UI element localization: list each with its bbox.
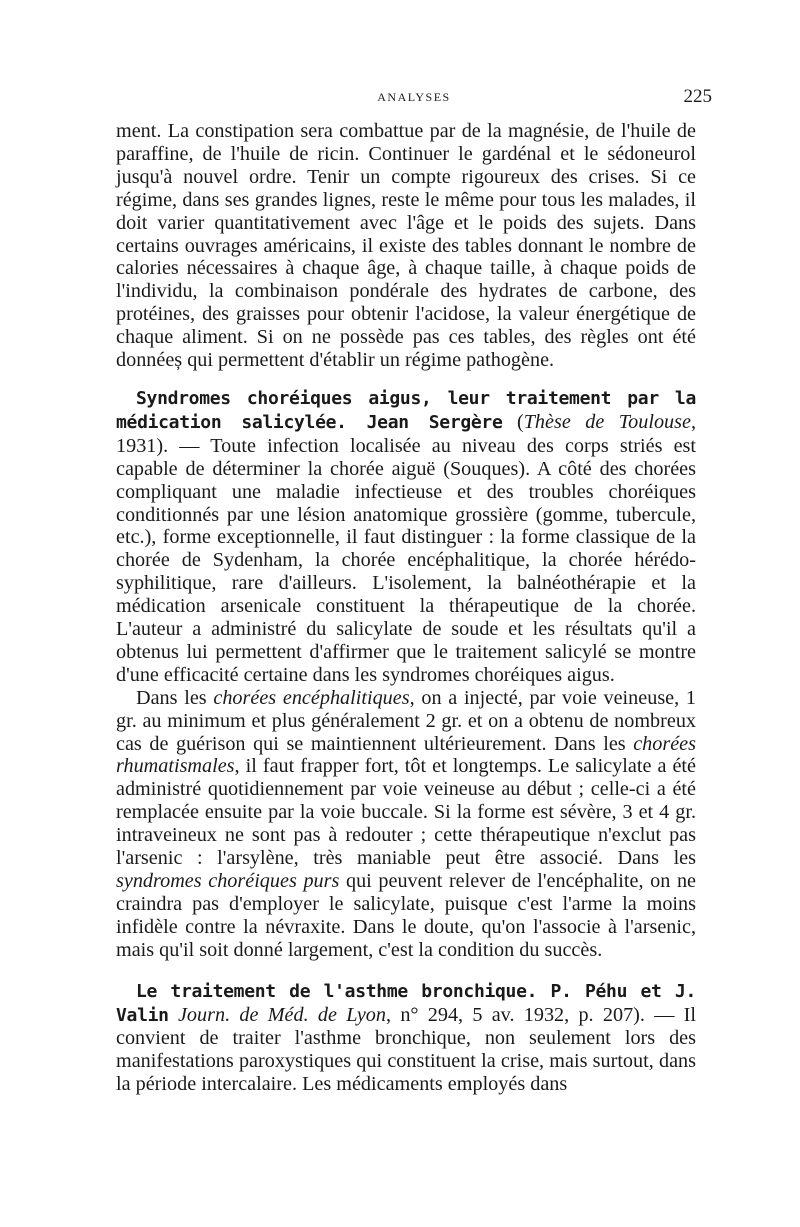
italic-term: chorées encéphalitiques bbox=[213, 686, 410, 709]
text-run: qui peuvent relever de l'encéphalite, on ne craindra pas d'employer le salicylate, puisque c'est l'arme la moins infidèle contre la névraxite. Dans le doute, qu'on l'associe à l'arsenic, mais qu'il soit donné largement, c'est la condition du succès. bbox=[116, 870, 696, 961]
body-text bbox=[116, 120, 696, 1096]
reference-rest: , n° 294, 5 av. 1932, p. 207). bbox=[386, 1003, 645, 1026]
text-run: , il faut frapper fort, tôt et longtemps. Le salicylate a été administré quotidiennement par voie veineuse au début ; celle-ci a été remplacée ensuite par la voie buccale. Si la forme est sévère, 3 et 4 gr. intraveineux ne sont pas à redouter ; cette thérapeutique n'exclut pas l'arsenic : l'arsylène, très maniable peut être associé. Dans les bbox=[116, 755, 696, 870]
text-run: , on a injecté, par voie veineuse, 1 gr. au minimum et plus généralement 2 gr. et on a obtenu de nombreux cas de guérison qui se maintiennent ultérieurement. Dans les bbox=[116, 686, 696, 755]
running-title: ANALYSES bbox=[377, 90, 451, 104]
reference-source: Thèse de Toulouse bbox=[523, 410, 691, 433]
article-text: — Toute infection localisée au niveau des corps striés est capable de déterminer la chorée aiguë (Souques). A côté des chorées compliquant une maladie infectieuse et des troubles choréiques conditionnés par une lésion anatomique grossière (gomme, tubercule, etc.), forme exceptionnelle, il faut distinguer : la forme classique de la chorée de Sydenham, la chorée encéphalitique, la chorée hérédo-syphilitique, rare d'ailleurs. L'isolement, la balnéothérapie et la médication arsenicale constituent la thérapeutique de la chorée. L'auteur a administré du salicylate de soude et les résultats qu'il a obtenus lui permettent d'affirmer que le traitement salicylé se montre d'une efficacité certaine dans les syndromes choréiques aigus. bbox=[116, 434, 696, 686]
article-title: Le traitement de l'asthme bronchique. P. Péhu et J. Valin bbox=[116, 980, 696, 1026]
article-text: — Il convient de traiter l'asthme bronchique, non seulement lors des manifestations paroxystiques qui constituent la crise, mais surtout, dans la période intercalaire. Les médicaments employés dans bbox=[116, 1003, 696, 1096]
italic-term: syndromes choréiques purs bbox=[116, 870, 340, 892]
running-head bbox=[116, 86, 712, 110]
reference-close: , 1931). bbox=[116, 410, 696, 457]
article-syndromes-choreiques bbox=[116, 387, 696, 687]
journal-name: Journ. de Méd. de Lyon bbox=[177, 1003, 386, 1026]
italic-term: chorées rhumatismales bbox=[116, 732, 696, 778]
article-title: Syndromes choréiques aigus, leur traitement par la médication salicylée. Jean Sergère bbox=[116, 387, 696, 433]
paragraph-continuation: ment. La constipation sera combattue par de la magnésie, de l'huile de paraffine, de l'huile de ricin. Continuer le gardénal et le sédoneurol jusqu'à nouvel ordre. Tenir un compte rigoureux des crises. Si ce régime, dans ses grandes lignes, reste le même pour tous les malades, il doit varier quantitativement avec l'âge et le poids des sujets. Dans certains ouvrages américains, il existe des tables donnant le nombre de calories nécessaires à chaque âge, à chaque taille, à chaque poids de l'individu, la combinaison pondérale des hydrates de carbone, des protéines, des graisses pour obtenir l'acidose, la valeur énergétique de chaque aliment. Si on ne possède pas ces tables, des règles ont été donnéeș qui permettent d'établir un régime pathogène. bbox=[116, 120, 696, 372]
paragraph-chorees-traitement bbox=[116, 687, 696, 962]
page-number: 225 bbox=[683, 86, 712, 107]
text-run: Dans les bbox=[136, 686, 214, 709]
reference-open: ( bbox=[516, 410, 524, 433]
article-asthme-bronchique bbox=[116, 980, 696, 1097]
